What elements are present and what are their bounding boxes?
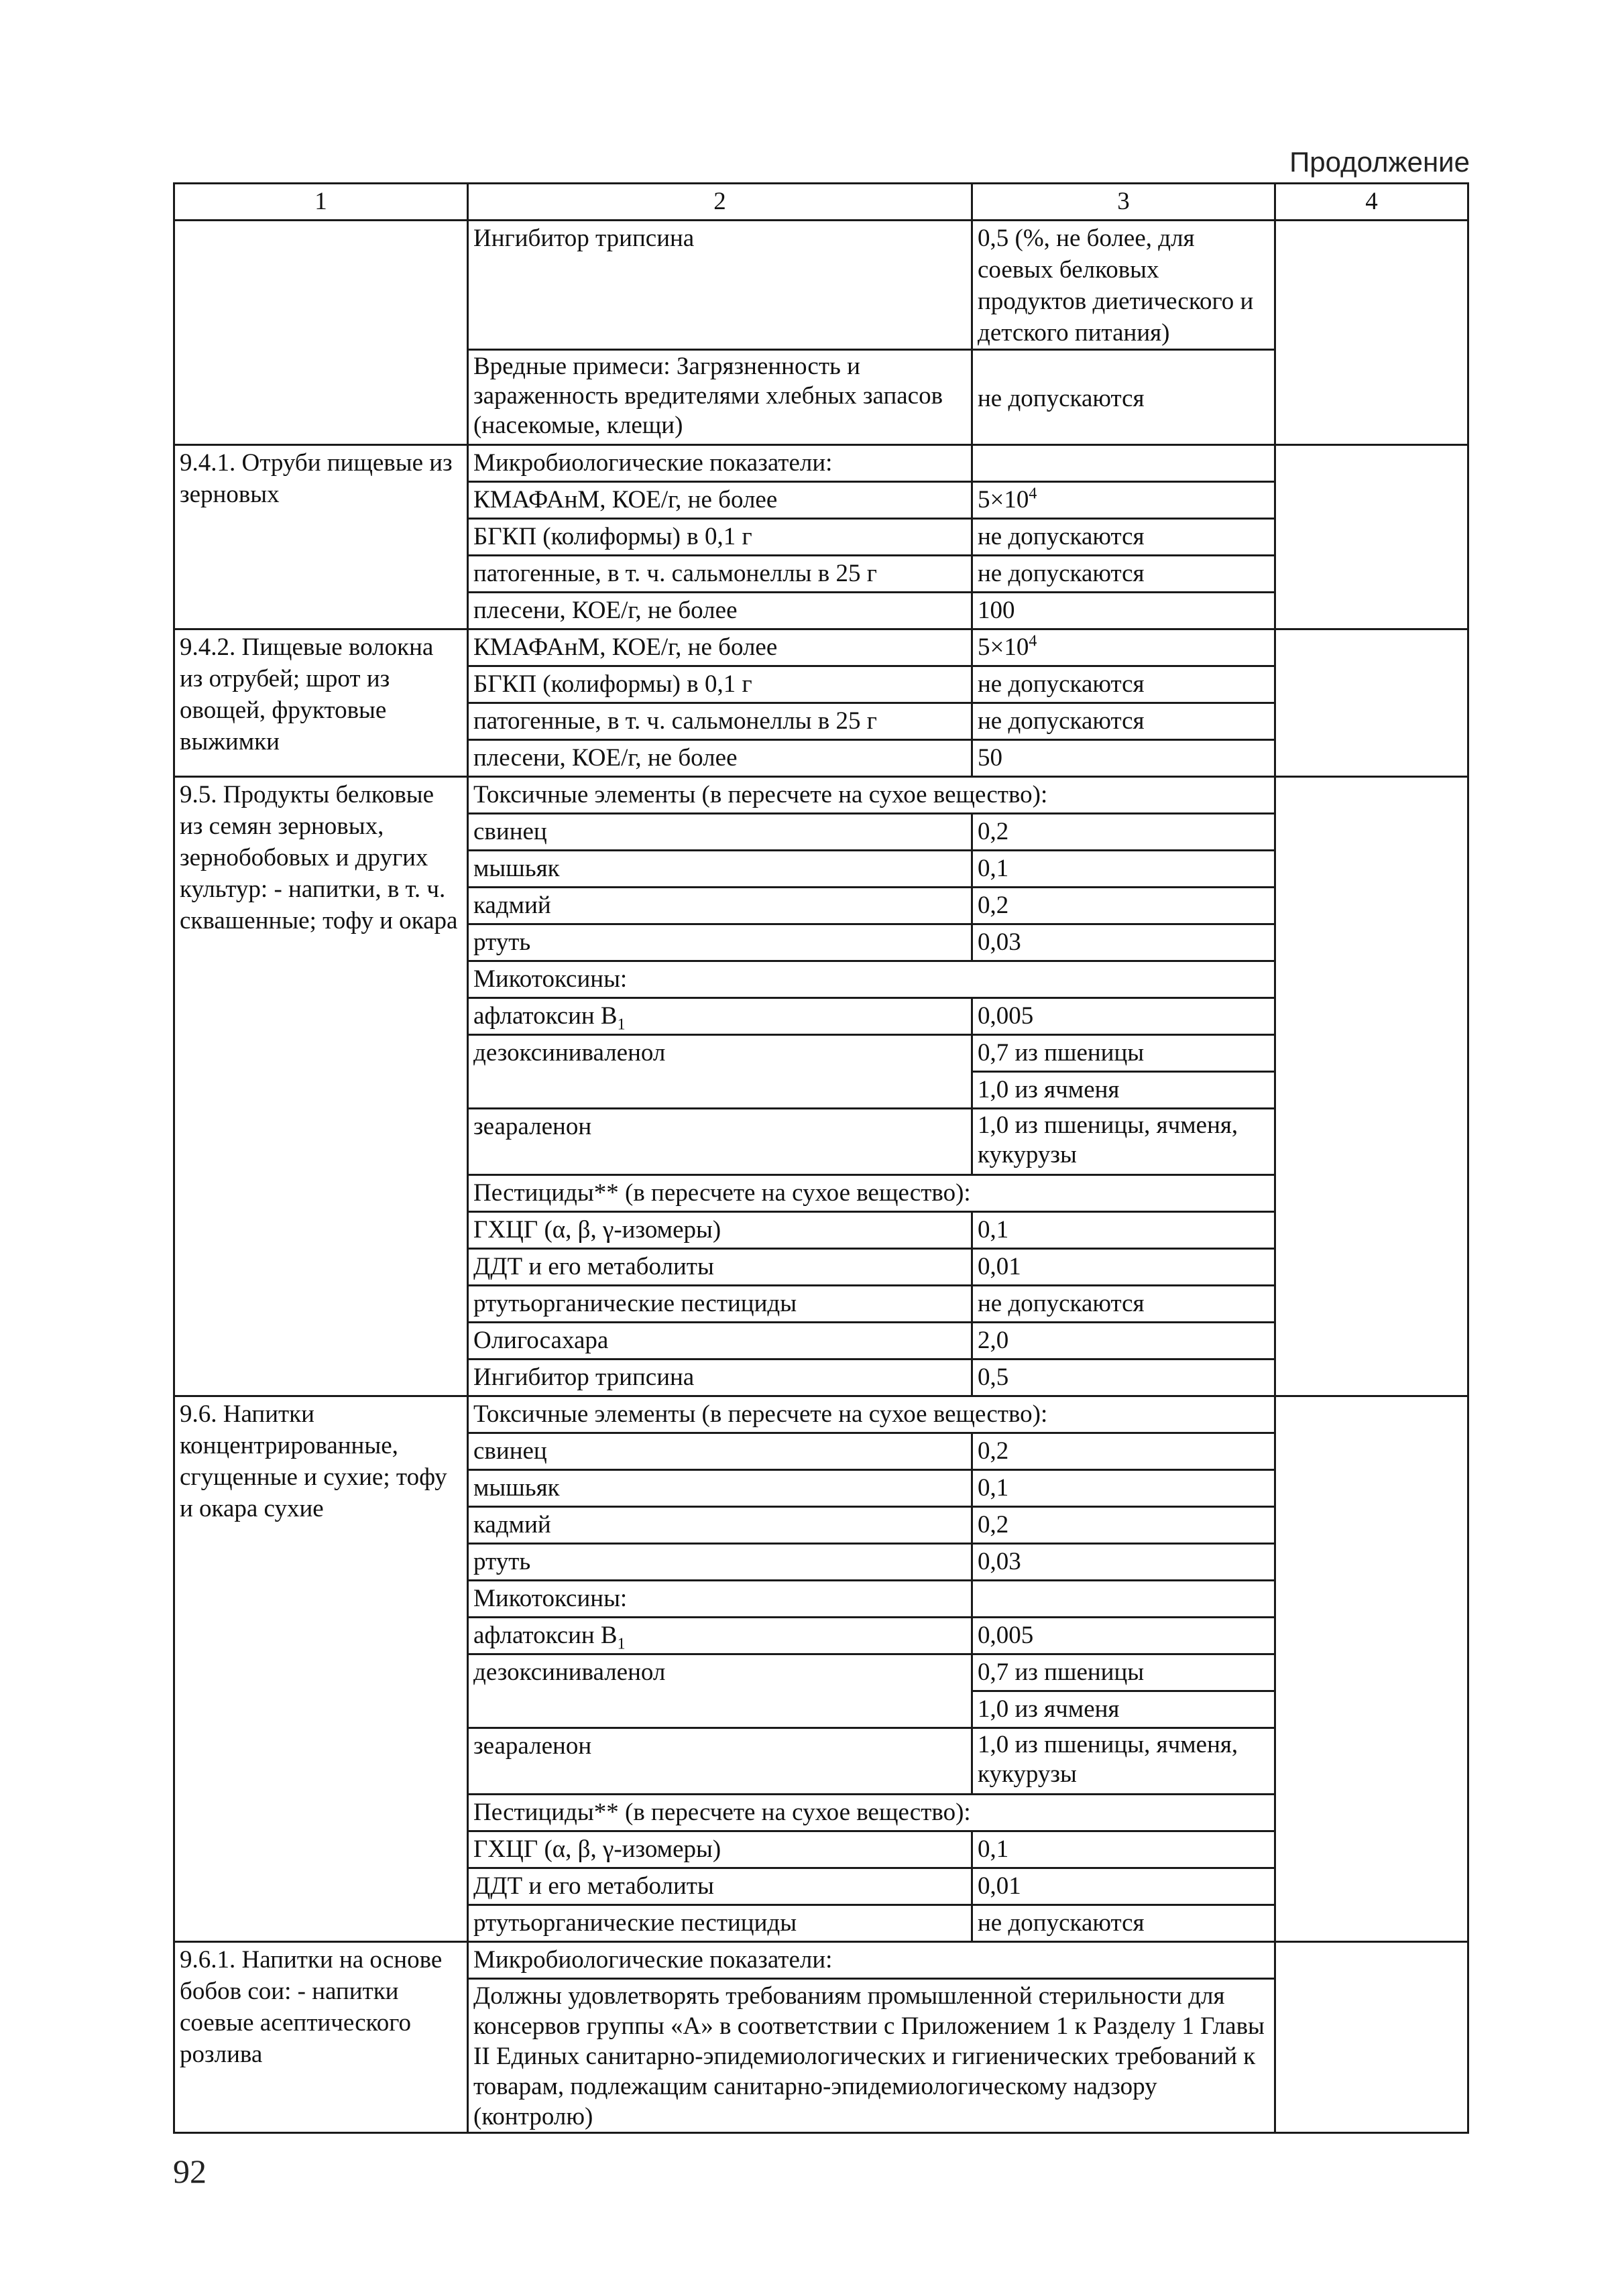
product-cell: 9.6. Напитки концентрированные, сгущенные и сухие; тофу и окара сухие <box>174 1396 468 1942</box>
table-row <box>174 221 1468 350</box>
norm-cell: не допускаются <box>972 666 1275 703</box>
indicator-cell: Микробиологические показатели: <box>468 445 972 482</box>
indicator-cell: Микотоксины: <box>468 1581 972 1618</box>
indicator-cell: дезоксиниваленол <box>468 1654 972 1728</box>
norm-cell: не допускаются <box>972 1286 1275 1323</box>
column-header: 4 <box>1275 184 1468 221</box>
norm-cell: 0,1 <box>972 851 1275 888</box>
continuation-label: Продолжение <box>1289 146 1470 178</box>
section-cell: Токсичные элементы (в пересчете на сухое вещество): <box>468 777 1275 814</box>
indicator-cell: дезоксиниваленол <box>468 1035 972 1109</box>
norm-cell: 2,0 <box>972 1323 1275 1360</box>
indicator-cell: свинец <box>468 814 972 851</box>
requirement-text-cell: Должны удовлетворять требованиям промышленной стерильности для консервов группы «А» в соответствии с Приложением 1 к Разделу 1 Главы II Единых санитарно-эпидемиологических и гигиенических требований к товарам, подлежащим санитарно-эпидемиологическому надзору (контролю) <box>468 1979 1275 2133</box>
requirements-table <box>173 182 1469 2134</box>
indicator-cell: ртутьорганические пестициды <box>468 1286 972 1323</box>
norm-cell: 1,0 из пшеницы, ячменя, кукурузы <box>972 1728 1275 1795</box>
norm-cell: $5\times 10^4$ <box>972 629 1275 666</box>
section-cell: Микотоксины: <box>468 961 1275 998</box>
note-cell <box>1275 1942 1468 2133</box>
indicator-cell: плесени, КОЕ/г, не более <box>468 593 972 629</box>
norm-cell: 0,7 из пшеницы <box>972 1035 1275 1072</box>
indicator-cell: кадмий <box>468 1507 972 1544</box>
norm-cell: 0,03 <box>972 924 1275 961</box>
norm-cell: $5\times 10^4$ <box>972 482 1275 519</box>
norm-cell: не допускаются <box>972 519 1275 556</box>
indicator-cell: БГКП (колиформы) в 0,1 г <box>468 666 972 703</box>
norm-cell: 1,0 из ячменя <box>972 1691 1275 1728</box>
indicator-cell: БГКП (колиформы) в 0,1 г <box>468 519 972 556</box>
product-cell: 9.6.1. Напитки на основе бобов сои: - напитки соевые асептического розлива <box>174 1942 468 2133</box>
norm-cell <box>972 445 1275 482</box>
norm-cell: 0,1 <box>972 1831 1275 1868</box>
norm-cell: 1,0 из пшеницы, ячменя, кукурузы <box>972 1109 1275 1175</box>
indicator-cell: КМАФАнМ, КОЕ/г, не более <box>468 482 972 519</box>
section-cell: Микробиологические показатели: <box>468 1942 1275 1979</box>
norm-cell: 0,5 (%, не более, для соевых белковых продуктов диетического и детского питания) <box>972 221 1275 350</box>
indicator-cell: афлатоксин $В_1$ <box>468 998 972 1035</box>
table-row <box>174 1396 1468 1433</box>
indicator-cell: КМАФАнМ, КОЕ/г, не более <box>468 629 972 666</box>
indicator-cell: патогенные, в т. ч. сальмонеллы в 25 г <box>468 703 972 740</box>
indicator-cell: Вредные примеси: Загрязненность и зараженность вредителями хлебных запасов (насекомые, клещи) <box>468 350 972 445</box>
norm-cell: не допускаются <box>972 703 1275 740</box>
norm-cell: 50 <box>972 740 1275 777</box>
indicator-cell: Ингибитор трипсина <box>468 1360 972 1396</box>
norm-cell: 0,5 <box>972 1360 1275 1396</box>
table-row <box>174 777 1468 814</box>
indicator-cell: плесени, КОЕ/г, не более <box>468 740 972 777</box>
indicator-cell: патогенные, в т. ч. сальмонеллы в 25 г <box>468 556 972 593</box>
indicator-cell: кадмий <box>468 888 972 924</box>
norm-cell: 0,1 <box>972 1470 1275 1507</box>
indicator-cell: ртуть <box>468 1544 972 1581</box>
indicator-cell: зеараленон <box>468 1728 972 1795</box>
indicator-cell: свинец <box>468 1433 972 1470</box>
norm-cell: не допускаются <box>972 1905 1275 1942</box>
norm-cell: 0,7 из пшеницы <box>972 1654 1275 1691</box>
note-cell <box>1275 221 1468 445</box>
indicator-cell: ГХЦГ (α, β, γ-изомеры) <box>468 1212 972 1249</box>
product-cell: 9.4.1. Отруби пищевые из зерновых <box>174 445 468 629</box>
norm-cell: 0,01 <box>972 1868 1275 1905</box>
note-cell <box>1275 629 1468 777</box>
norm-cell: 0,2 <box>972 1507 1275 1544</box>
page-number: 92 <box>173 2153 207 2190</box>
norm-cell: 0,005 <box>972 1618 1275 1654</box>
indicator-cell: ртуть <box>468 924 972 961</box>
product-cell: 9.5. Продукты белковые из семян зерновых, зернобобовых и других культур: - напитки, в т. ч. сквашенные; тофу и окара <box>174 777 468 1396</box>
column-header: 3 <box>972 184 1275 221</box>
column-header: 1 <box>174 184 468 221</box>
indicator-cell: ртутьорганические пестициды <box>468 1905 972 1942</box>
indicator-cell: ДДТ и его метаболиты <box>468 1868 972 1905</box>
indicator-cell: Ингибитор трипсина <box>468 221 972 350</box>
indicator-cell: мышьяк <box>468 851 972 888</box>
norm-cell: 0,2 <box>972 1433 1275 1470</box>
note-cell <box>1275 445 1468 629</box>
product-cell: 9.4.2. Пищевые волокна из отрубей; шрот из овощей, фруктовые выжимки <box>174 629 468 777</box>
norm-cell <box>972 1581 1275 1618</box>
indicator-cell: ГХЦГ (α, β, γ-изомеры) <box>468 1831 972 1868</box>
norm-cell: 0,01 <box>972 1249 1275 1286</box>
table-row <box>174 629 1468 666</box>
indicator-cell: мышьяк <box>468 1470 972 1507</box>
note-cell <box>1275 1396 1468 1942</box>
section-cell: Пестициды** (в пересчете на сухое вещество): <box>468 1795 1275 1831</box>
norm-cell: 100 <box>972 593 1275 629</box>
norm-cell: 0,005 <box>972 998 1275 1035</box>
table-row <box>174 1942 1468 1979</box>
norm-cell: не допускаются <box>972 350 1275 445</box>
column-header: 2 <box>468 184 972 221</box>
norm-cell: 0,1 <box>972 1212 1275 1249</box>
indicator-cell: Олигосахара <box>468 1323 972 1360</box>
section-cell: Пестициды** (в пересчете на сухое вещество): <box>468 1175 1275 1212</box>
table-row <box>174 445 1468 482</box>
norm-cell: не допускаются <box>972 556 1275 593</box>
indicator-cell: афлатоксин $В_1$ <box>468 1618 972 1654</box>
section-cell: Токсичные элементы (в пересчете на сухое вещество): <box>468 1396 1275 1433</box>
norm-cell: 1,0 из ячменя <box>972 1072 1275 1109</box>
product-cell <box>174 221 468 445</box>
norm-cell: 0,03 <box>972 1544 1275 1581</box>
norm-cell: 0,2 <box>972 814 1275 851</box>
note-cell <box>1275 777 1468 1396</box>
indicator-cell: ДДТ и его метаболиты <box>468 1249 972 1286</box>
indicator-cell: зеараленон <box>468 1109 972 1175</box>
norm-cell: 0,2 <box>972 888 1275 924</box>
table-header-row <box>174 184 1468 221</box>
